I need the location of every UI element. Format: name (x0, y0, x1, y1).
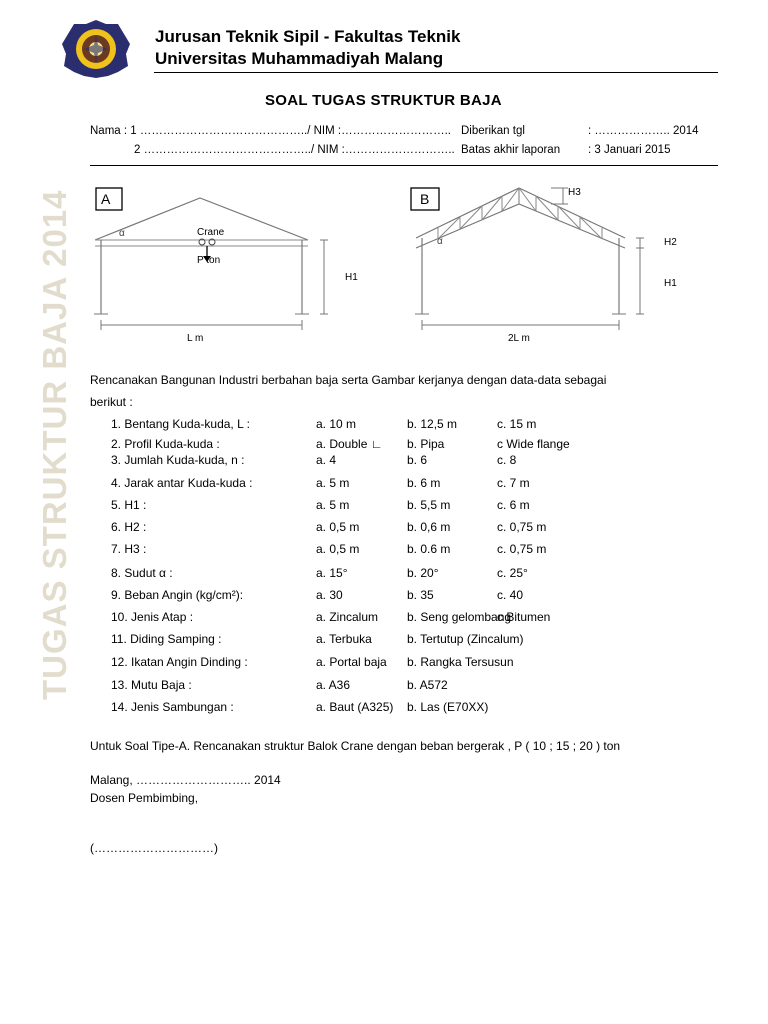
item-option-b: b. 0,6 m (407, 520, 451, 534)
place-date: Malang, ……………………….. 2014 (90, 773, 281, 787)
identity-row2-name: 2 ……………………………………../ NIM :……………………….. (134, 144, 455, 156)
item-option-c: c. 0,75 m (497, 542, 547, 556)
frame-a-alpha: α (119, 228, 125, 239)
header-divider (154, 72, 718, 73)
frame-b-h3-label: H3 (568, 187, 581, 198)
frame-b-diagram (408, 182, 698, 352)
crane-label: Crane (197, 227, 225, 238)
item-option-b: b. A572 (407, 678, 448, 692)
header-university: Universitas Muhammadiyah Malang (155, 49, 444, 68)
frame-a-label: A (101, 191, 111, 207)
watermark: TUGAS STRUKTUR BAJA 2014 (36, 189, 73, 700)
item-label: 1. Bentang Kuda-kuda, L : (111, 417, 250, 431)
item-label: 3. Jumlah Kuda-kuda, n : (111, 453, 245, 467)
frame-b-h1-label: H1 (664, 278, 677, 289)
item-option-a: a. A36 (316, 678, 351, 692)
item-option-a: a. 30 (316, 588, 343, 602)
intro-line-2: berikut : (90, 395, 133, 409)
identity-given-value: : ……………….. 2014 (588, 125, 699, 137)
item-label: 14. Jenis Sambungan : (111, 700, 234, 714)
item-option-c: c Wide flange (497, 437, 570, 451)
item-label: 7. H3 : (111, 542, 147, 556)
identity-divider (90, 165, 718, 166)
item-option-b: b. Seng gelombang (407, 610, 512, 624)
header-department: Jurusan Teknik Sipil - Fakultas Teknik (155, 27, 461, 46)
item-option-a: a. Double ∟ (316, 437, 383, 451)
signature-line: (…………………………) (90, 841, 218, 855)
item-option-c: c. 25° (497, 566, 528, 580)
frame-b-span-label: 2L m (508, 333, 530, 344)
university-logo (60, 18, 132, 80)
frame-a-span-label: L m (187, 333, 204, 344)
item-option-b: b. Pipa (407, 437, 445, 451)
item-option-a: a. 5 m (316, 498, 350, 512)
item-option-b: b. Tertutup (Zincalum) (407, 632, 524, 646)
item-label: 8. Sudut α : (111, 566, 173, 580)
supervisor-label: Dosen Pembimbing, (90, 791, 199, 805)
item-option-c: c. 15 m (497, 417, 537, 431)
item-option-c: c. 6 m (497, 498, 530, 512)
item-option-c: c. 8 (497, 453, 517, 467)
frame-b-h2-label: H2 (664, 237, 677, 248)
identity-row1-name: Nama : 1 ……………………………………../ NIM :……………………….. (90, 125, 451, 137)
item-option-a: a. 0,5 m (316, 542, 360, 556)
item-label: 4. Jarak antar Kuda-kuda : (111, 476, 253, 490)
item-label: 2. Profil Kuda-kuda : (111, 437, 220, 451)
item-option-a: a. Zincalum (316, 610, 379, 624)
item-option-b: b. 6 m (407, 476, 441, 490)
frame-a-diagram (90, 182, 380, 352)
item-option-c: c. 0,75 m (497, 520, 547, 534)
item-label: 10. Jenis Atap : (111, 610, 194, 624)
item-option-b: b. Rangka Tersusun (407, 655, 514, 669)
item-label: 6. H2 : (111, 520, 147, 534)
item-option-b: b. Las (E70XX) (407, 700, 489, 714)
frame-b-alpha: α (437, 236, 443, 247)
item-option-b: b. 6 (407, 453, 428, 467)
identity-deadline-value: : 3 Januari 2015 (588, 144, 671, 156)
frame-b-label: B (420, 191, 430, 207)
item-option-b: b. 5,5 m (407, 498, 451, 512)
crane-note: Untuk Soal Tipe-A. Rencanakan struktur Balok Crane dengan beban bergerak , P ( 10 ; 15 ; 20 ) ton (90, 739, 621, 753)
item-option-b: b. 20° (407, 566, 439, 580)
load-label: P ton (197, 255, 221, 266)
item-option-a: a. 0,5 m (316, 520, 360, 534)
item-option-b: b. 35 (407, 588, 434, 602)
intro-line-1: Rencanakan Bangunan Industri berbahan baja serta Gambar kerjanya dengan data-data sebagai (90, 373, 607, 387)
item-option-c: c. 7 m (497, 476, 530, 490)
item-option-a: a. 4 (316, 453, 337, 467)
item-option-b: b. 0.6 m (407, 542, 451, 556)
item-label: 12. Ikatan Angin Dinding : (111, 655, 248, 669)
identity-deadline-label: Batas akhir laporan (461, 144, 561, 156)
item-option-a: a. 10 m (316, 417, 357, 431)
item-option-c: c. 40 (497, 588, 524, 602)
item-option-a: a. 15° (316, 566, 348, 580)
item-option-c: c Bitumen (497, 610, 551, 624)
page-title: SOAL TUGAS STRUKTUR BAJA (265, 92, 502, 109)
item-label: 11. Diding Samping : (111, 632, 222, 646)
item-option-a: a. Terbuka (316, 632, 372, 646)
item-option-b: b. 12,5 m (407, 417, 458, 431)
item-option-a: a. Portal baja (316, 655, 387, 669)
identity-given-label: Diberikan tgl (461, 125, 525, 137)
item-option-a: a. 5 m (316, 476, 350, 490)
item-option-a: a. Baut (A325) (316, 700, 394, 714)
item-label: 9. Beban Angin (kg/cm²): (111, 588, 244, 602)
item-label: 5. H1 : (111, 498, 147, 512)
frame-a-h1-label: H1 (345, 272, 358, 283)
item-label: 13. Mutu Baja : (111, 678, 192, 692)
